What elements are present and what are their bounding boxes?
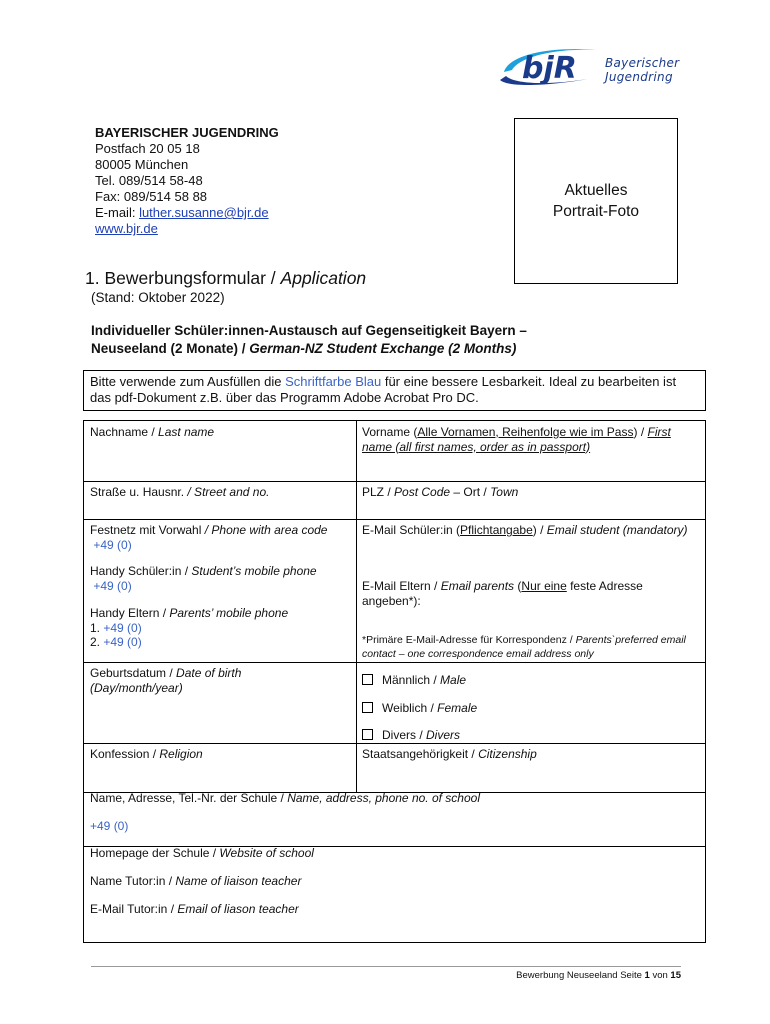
student-email-sep: ) / bbox=[532, 523, 547, 537]
tutor-email-field[interactable] bbox=[84, 898, 706, 921]
male-checkbox[interactable] bbox=[362, 674, 373, 685]
last-name-field[interactable] bbox=[84, 421, 356, 444]
note-part-2: für eine bessere Lesbarkeit. Ideal zu bearbeiten ist das pdf-Dokument z.B. über das Programm Adobe Acrobat Pro DC. bbox=[90, 374, 677, 405]
title-de: Bewerbungsformular / bbox=[104, 268, 281, 288]
parents-mobile-label-en: Parents’ mobile phone bbox=[169, 606, 289, 620]
divers-label-en: Divers bbox=[426, 728, 461, 742]
page-footer bbox=[91, 970, 681, 981]
parents-email-label-de: E-Mail Eltern / bbox=[362, 579, 441, 593]
subtitle-de: Neuseeland (2 Monate) / bbox=[91, 341, 250, 356]
parent-2-prefix: +49 (0) bbox=[103, 635, 142, 649]
sender-address bbox=[95, 125, 279, 237]
street-field[interactable] bbox=[84, 481, 356, 504]
landline-prefix: +49 (0) bbox=[93, 537, 132, 552]
parents-email-label-en: Email parents bbox=[440, 579, 515, 593]
citizenship-label-en: Citizenship bbox=[478, 747, 537, 761]
address-email-row bbox=[95, 205, 279, 221]
footer-page: 1 bbox=[644, 970, 650, 981]
first-name-label-de-underlined: Alle Vornamen, Reihenfolge wie im Pass bbox=[417, 425, 634, 439]
tutor-name-label-de: Name Tutor:in / bbox=[90, 874, 176, 888]
religion-label-en: Religion bbox=[159, 747, 203, 761]
version-date: (Stand: Oktober 2022) bbox=[91, 290, 225, 305]
male-label-de: Männlich / bbox=[382, 673, 441, 687]
photo-label-2: Portrait-Foto bbox=[552, 203, 640, 220]
parent-2-number: 2. bbox=[90, 635, 104, 649]
female-checkbox[interactable] bbox=[362, 702, 373, 713]
bjr-logo-mark-text: bjR bbox=[522, 51, 577, 86]
address-web-link[interactable]: www.bjr.de bbox=[95, 221, 158, 236]
first-name-label-sep: ) / bbox=[633, 425, 648, 439]
note-part-1: Bitte verwende zum Ausfüllen die bbox=[90, 374, 286, 389]
parent-1-number: 1. bbox=[90, 620, 104, 635]
first-name-field[interactable] bbox=[356, 421, 706, 458]
tutor-email-label-en: Email of liason teacher bbox=[177, 902, 299, 916]
school-website-label-de: Homepage der Schule / bbox=[90, 846, 220, 860]
parents-email-rest: feste Adresse angeben*): bbox=[362, 579, 643, 608]
tutor-name-field[interactable] bbox=[84, 870, 706, 893]
divers-checkbox[interactable] bbox=[362, 729, 373, 740]
town-label-en: Town bbox=[490, 485, 519, 499]
birthdate-label-en: Date of birth bbox=[176, 666, 242, 680]
student-email-mandatory: Pflichtangabe bbox=[460, 523, 533, 537]
town-label-de: – Ort / bbox=[450, 485, 491, 499]
birthdate-label-de: Geburtsdatum / bbox=[90, 666, 177, 680]
title-en: Application bbox=[280, 268, 367, 288]
student-email-label-de: E-Mail Schüler:in ( bbox=[362, 523, 461, 537]
school-label-en: Name, address, phone no. of school bbox=[287, 791, 480, 805]
page-subtitle bbox=[91, 322, 651, 358]
religion-field[interactable] bbox=[84, 743, 356, 766]
female-label-de: Weiblich / bbox=[382, 701, 438, 715]
school-website-label-en: Website of school bbox=[219, 846, 314, 860]
postcode-label-en: Post Code bbox=[394, 485, 451, 499]
school-website-field[interactable] bbox=[84, 842, 706, 865]
parent-1-prefix: +49 (0) bbox=[103, 620, 142, 635]
bjr-logo bbox=[498, 40, 688, 92]
footer-total: 15 bbox=[670, 970, 681, 981]
student-mobile-label-en: Student’s mobile phone bbox=[191, 564, 317, 578]
instruction-note bbox=[83, 370, 706, 411]
address-postfach: Postfach 20 05 18 bbox=[95, 141, 200, 156]
footer-divider bbox=[91, 966, 681, 967]
parents-email-paren: ( bbox=[514, 579, 522, 593]
school-label-de: Name, Adresse, Tel.-Nr. der Schule / bbox=[90, 791, 288, 805]
school-phone-prefix: +49 (0) bbox=[90, 819, 129, 833]
street-label-de: Straße u. Hausnr. bbox=[90, 485, 188, 499]
page-title bbox=[85, 268, 366, 289]
male-label-en: Male bbox=[440, 673, 467, 687]
parents-mobile-field[interactable] bbox=[84, 602, 356, 654]
tutor-name-label-en: Name of liaison teacher bbox=[175, 874, 302, 888]
footer-label: Bewerbung Neuseeland Seite bbox=[516, 970, 645, 981]
application-form-table bbox=[83, 420, 706, 943]
address-org: BAYERISCHER JUGENDRING bbox=[95, 125, 279, 140]
primary-email-note bbox=[356, 629, 706, 665]
address-city: 80005 München bbox=[95, 157, 189, 172]
tutor-email-label-de: E-Mail Tutor:in / bbox=[90, 902, 178, 916]
last-name-label-de: Nachname / bbox=[90, 425, 159, 439]
divers-label-de: Divers / bbox=[382, 728, 427, 742]
logo-line-2: Jugendring bbox=[605, 70, 673, 84]
student-mobile-prefix: +49 (0) bbox=[93, 578, 132, 593]
primary-email-note-en: Parents`preferred email contact – one correspondence email address only bbox=[362, 634, 686, 660]
first-name-label-en: First name (all first names, order as in passport) bbox=[362, 425, 671, 454]
landline-label-en: / Phone with area code bbox=[204, 523, 328, 537]
school-field[interactable] bbox=[84, 787, 706, 810]
student-mobile-label-de: Handy Schüler:in / bbox=[90, 564, 192, 578]
landline-field[interactable] bbox=[84, 519, 356, 556]
address-email-label: E-mail: bbox=[95, 205, 140, 220]
photo-label-1: Aktuelles bbox=[564, 182, 628, 199]
school-phone-prefix-row[interactable] bbox=[84, 815, 706, 838]
religion-label-de: Konfession / bbox=[90, 747, 160, 761]
gender-option-male[interactable] bbox=[356, 669, 706, 692]
note-highlight: Schriftfarbe Blau bbox=[285, 374, 382, 389]
address-fax: Fax: 089/514 58 88 bbox=[95, 189, 208, 204]
student-mobile-field[interactable] bbox=[84, 560, 356, 597]
birthdate-field[interactable] bbox=[84, 662, 356, 699]
subtitle-line-1: Individueller Schüler:innen-Austausch auf Gegenseitigkeit Bayern – bbox=[91, 323, 527, 338]
address-tel: Tel. 089/514 58-48 bbox=[95, 173, 203, 188]
street-label-en: / Street and no. bbox=[187, 485, 270, 499]
subtitle-en: German-NZ Student Exchange (2 Months) bbox=[249, 341, 517, 356]
gender-option-female[interactable] bbox=[356, 697, 706, 720]
parents-email-field[interactable] bbox=[356, 575, 706, 612]
postcode-label-de: PLZ / bbox=[362, 485, 395, 499]
last-name-label-en: Last name bbox=[158, 425, 215, 439]
student-email-label-en: Email student (mandatory) bbox=[546, 523, 688, 537]
student-email-field[interactable] bbox=[356, 519, 706, 542]
title-number: 1. bbox=[85, 268, 100, 288]
citizenship-label-de: Staatsangehörigkeit / bbox=[362, 747, 479, 761]
postcode-town-field[interactable] bbox=[356, 481, 706, 504]
female-label-en: Female bbox=[437, 701, 478, 715]
parents-mobile-label-de: Handy Eltern / bbox=[90, 606, 170, 620]
first-name-label-de: Vorname ( bbox=[362, 425, 418, 439]
portrait-photo-box[interactable] bbox=[514, 118, 678, 284]
footer-of: von bbox=[649, 970, 671, 981]
subtitle-line-2 bbox=[91, 340, 651, 358]
landline-label-de: Festnetz mit Vorwahl bbox=[90, 523, 205, 537]
primary-email-note-de: *Primäre E-Mail-Adresse für Korrespondenz / bbox=[362, 634, 576, 646]
logo-line-1: Bayerischer bbox=[605, 56, 680, 70]
birthdate-format: (Day/month/year) bbox=[90, 680, 183, 695]
parents-email-only-one: Nur eine bbox=[521, 579, 567, 593]
citizenship-field[interactable] bbox=[356, 743, 706, 766]
bjr-logo-mark bbox=[498, 40, 603, 92]
address-email-link[interactable]: luther.susanne@bjr.de bbox=[139, 205, 269, 220]
address-web-row bbox=[95, 221, 279, 237]
